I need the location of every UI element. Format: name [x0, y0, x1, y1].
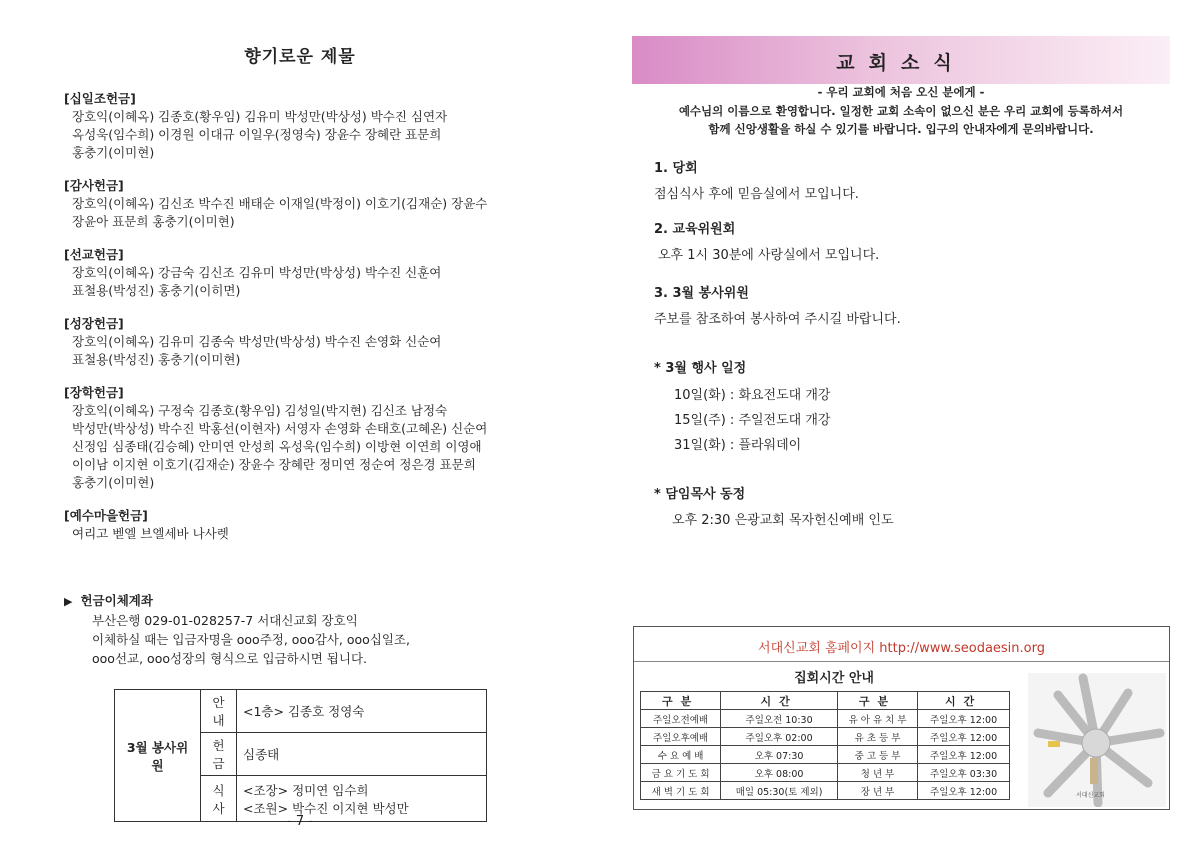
- table-row: [641, 710, 1010, 728]
- news-item-body: 주보를 참조하여 봉사하여 주시길 바랍니다.: [654, 312, 901, 327]
- schedule-list: [654, 383, 831, 458]
- offering-names: 여리고 벧엘 브엘세바 나사렛: [72, 526, 229, 541]
- page-title: 향기로운 제물: [244, 47, 356, 67]
- volunteer-category: 3월 봉사위원: [115, 690, 201, 822]
- map-church-label: 서대신교회: [1076, 792, 1105, 799]
- table-cell: 수 요 예 배: [641, 746, 721, 764]
- table-cell: 새 벽 기 도 회: [641, 782, 721, 800]
- offering-names: 홍충기(이미현): [72, 475, 155, 490]
- offering-heading: [성장헌금]: [64, 316, 124, 331]
- offering-names: 장호익(이혜옥) 김유미 김종숙 박성만(박상성) 박수진 손영화 신순여: [72, 334, 442, 349]
- schedule-item: 31일(화) : 플라워데이: [674, 438, 802, 453]
- news-banner: [632, 36, 1170, 84]
- offering-names: 장호익(이혜옥) 김종호(황우임) 김유미 박성만(박상성) 박수진 심연자: [72, 109, 448, 124]
- offering-section-growth: [64, 315, 534, 369]
- offering-names: 옥성욱(임수희) 이경원 이대규 이일우(정영숙) 장윤수 장혜란 표문희: [72, 127, 442, 142]
- welcome-line: 예수님의 이름으로 환영합니다. 일정한 교회 소속이 없으신 분은 우리 교회에 등록하셔서: [678, 104, 1124, 118]
- table-cell: 장 년 부: [837, 782, 917, 800]
- homepage-link[interactable]: 서대신교회 홈페이지 http://www.seodaesin.org: [758, 641, 1045, 656]
- volunteer-role: 식사: [201, 776, 237, 822]
- news-item-heading: 3. 3월 봉사위원: [654, 286, 749, 301]
- offering-names: 박성만(박상성) 박수진 박홍선(이현자) 서영자 손영화 손태호(고혜온) 신순여: [72, 421, 488, 436]
- offering-names: 장호익(이혜옥) 구정숙 김종호(황우임) 김성일(박지현) 김신조 남정숙: [72, 403, 448, 418]
- transfer-account: [64, 592, 544, 668]
- schedule-item: 15일(주) : 주일전도대 개강: [674, 413, 831, 428]
- pastor-body: 오후 2:30 은광교회 목자헌신예배 인도: [672, 513, 894, 528]
- homepage-service-box: [633, 626, 1170, 810]
- volunteer-names: <1층> 김종호 정영숙: [237, 690, 487, 733]
- column-header: 구분: [641, 692, 721, 710]
- news-item-body: 점심식사 후에 믿음실에서 모입니다.: [654, 187, 859, 202]
- volunteer-role: 안내: [201, 690, 237, 733]
- news-item-education: [654, 221, 879, 266]
- table-cell: 주일오후 12:00: [918, 746, 1010, 764]
- pastor-activity: [654, 486, 894, 531]
- transfer-line: 이체하실 때는 입금자명을 ooo주정, ooo감사, ooo십일조,: [92, 632, 410, 647]
- table-cell: 중 고 등 부: [837, 746, 917, 764]
- offering-names: 표철용(박성진) 홍충기(이히면): [72, 283, 241, 298]
- volunteer-role: 헌금: [201, 733, 237, 776]
- table-row: [641, 764, 1010, 782]
- table-cell: 주일오후 03:30: [918, 764, 1010, 782]
- table-row: [641, 782, 1010, 800]
- church-location-map: [1028, 673, 1166, 807]
- welcome-message: [632, 102, 1170, 138]
- offering-heading: [선교헌금]: [64, 247, 124, 262]
- transfer-line: 부산은행 029-01-028257-7 서대신교회 장호익: [92, 613, 358, 628]
- transfer-heading: [64, 592, 544, 611]
- offering-names: 이이남 이지현 이호기(김재순) 장윤수 장혜란 정미연 정순여 정은경 표문희: [72, 457, 476, 472]
- column-header: 구분: [837, 692, 917, 710]
- offering-names: 장윤아 표문희 홍충기(이미현): [72, 214, 235, 229]
- table-cell: 주일오후 02:00: [721, 728, 838, 746]
- sign-icon: [1048, 741, 1060, 747]
- table-cell: 유 아 유 치 부: [837, 710, 917, 728]
- offering-heading: [십일조헌금]: [64, 91, 136, 106]
- table-cell: 매일 05:30(토 제외): [721, 782, 838, 800]
- offering-names: 홍충기(이미현): [72, 145, 155, 160]
- offering-names: 장호익(이혜옥) 김신조 박수진 배태순 이재일(박정이) 이호기(김재순) 장윤수: [72, 196, 488, 211]
- table-row: [641, 746, 1010, 764]
- offering-names: 표철용(박성진) 홍충기(이미현): [72, 352, 241, 367]
- table-cell: 오후 08:00: [721, 764, 838, 782]
- column-header: 시간: [721, 692, 838, 710]
- page-number: - 7 -: [287, 814, 313, 829]
- news-item-volunteers: [654, 285, 901, 330]
- offering-section-tithe: [64, 90, 534, 162]
- news-item-heading: 2. 교육위원회: [654, 222, 736, 237]
- offering-section-mission: [64, 246, 534, 300]
- table-row: [641, 728, 1010, 746]
- schedule-heading: * 3월 행사 일정: [654, 361, 747, 376]
- transfer-heading-text: 헌금이체계좌: [80, 593, 153, 608]
- offerings-list: [64, 90, 534, 558]
- offering-section-scholarship: [64, 384, 534, 492]
- news-item-heading: 1. 당회: [654, 161, 698, 176]
- welcome-heading: - 우리 교회에 처음 오신 분에게 -: [817, 85, 985, 99]
- offering-names: 신정임 심종태(김승혜) 안미연 안성희 옥성욱(임수희) 이방현 이연희 이영애: [72, 439, 482, 454]
- transfer-line: ooo선교, ooo성장의 형식으로 입금하시면 됩니다.: [92, 651, 368, 666]
- news-item-session: [654, 160, 859, 205]
- news-title: 교회소식: [836, 52, 966, 74]
- table-cell: 유 초 등 부: [837, 728, 917, 746]
- welcome-line: 함께 신앙생활을 하실 수 있기를 바랍니다. 입구의 안내자에게 문의바랍니다.: [708, 122, 1094, 136]
- table-cell: 금 요 기 도 회: [641, 764, 721, 782]
- offering-heading: [감사헌금]: [64, 178, 124, 193]
- table-header-row: [641, 692, 1010, 710]
- offering-names: 장호익(이혜옥) 강금숙 김신조 김유미 박성만(박상성) 박수진 신훈여: [72, 265, 442, 280]
- volunteer-names: <조장> 정미연 임수희: [243, 782, 369, 798]
- news-item-body: 오후 1시 30분에 사랑실에서 모입니다.: [658, 248, 880, 263]
- table-cell: 오후 07:30: [721, 746, 838, 764]
- table-cell: 청 년 부: [837, 764, 917, 782]
- table-cell: 주일오후 12:00: [918, 782, 1010, 800]
- table-cell: 주일오후 12:00: [918, 710, 1010, 728]
- march-schedule: [654, 360, 831, 458]
- table-cell: 주일오전 10:30: [721, 710, 838, 728]
- offering-section-thanks: [64, 177, 534, 231]
- table-cell: 주일오후예배: [641, 728, 721, 746]
- service-times-title: 집회시간 안내: [794, 671, 874, 686]
- schedule-item: 10일(화) : 화요전도대 개강: [674, 388, 831, 403]
- offering-section-village: [64, 507, 534, 543]
- volunteer-table: [114, 689, 487, 822]
- roundabout: [1082, 729, 1110, 757]
- offering-heading: [장학헌금]: [64, 385, 124, 400]
- offering-heading: [예수마을헌금]: [64, 508, 148, 523]
- pastor-heading: * 담임목사 동정: [654, 487, 746, 502]
- volunteer-names: <조원> 박수진 이지현 박성만: [243, 800, 409, 816]
- table-cell: 주일오후 12:00: [918, 728, 1010, 746]
- church-building-icon: [1090, 758, 1098, 784]
- column-header: 시간: [918, 692, 1010, 710]
- divider: [634, 661, 1169, 662]
- service-times-table: [640, 691, 1010, 800]
- table-cell: 주일오전예배: [641, 710, 721, 728]
- volunteer-names: 심종태: [237, 733, 487, 776]
- triangle-bullet-icon: ▶: [64, 595, 73, 608]
